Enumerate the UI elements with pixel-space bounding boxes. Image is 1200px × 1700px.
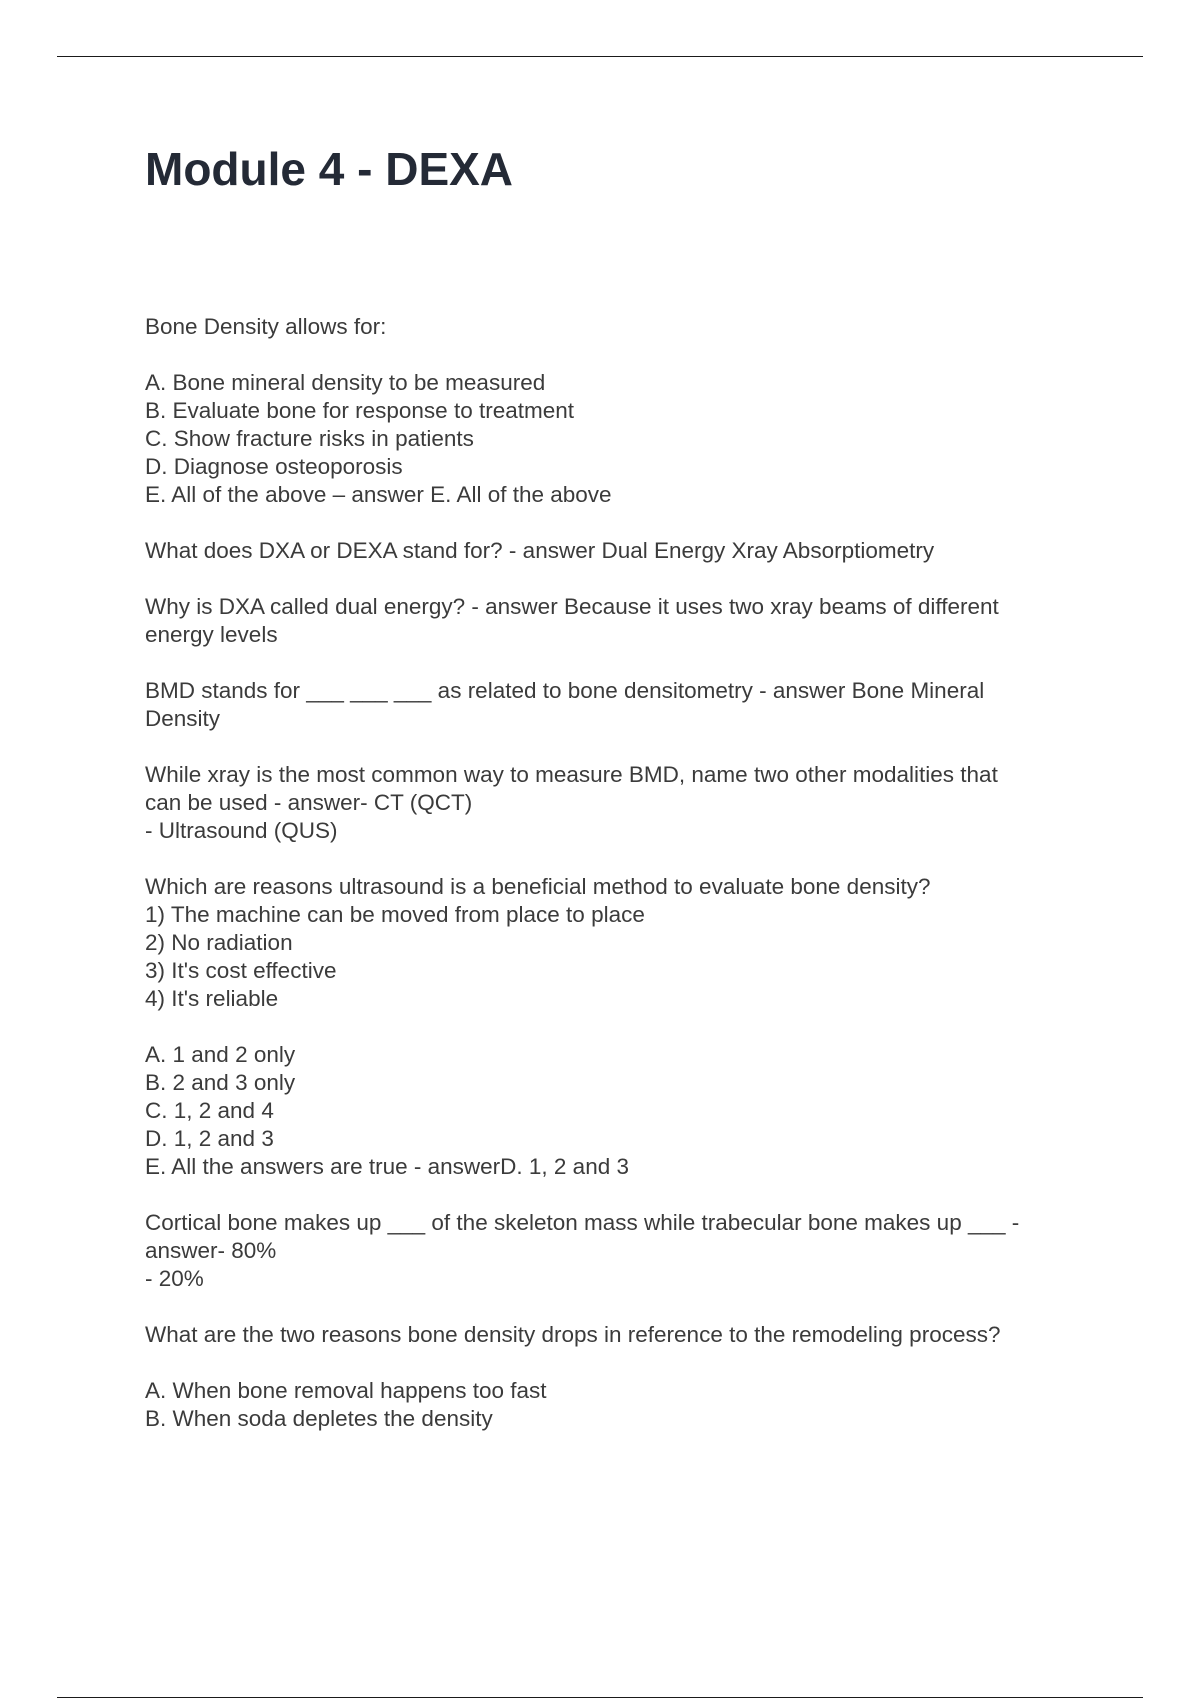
text-line: Bone Density allows for: <box>145 314 387 339</box>
text-line: - 20% <box>145 1266 204 1291</box>
question-block <box>145 1041 1085 1181</box>
text-line: B. When soda depletes the density <box>145 1406 493 1431</box>
text-line: 2) No radiation <box>145 930 293 955</box>
text-line: Density <box>145 706 221 731</box>
text-line: What does DXA or DEXA stand for? - answer Dual Energy Xray Absorptiometry <box>145 538 935 563</box>
text-line: Which are reasons ultrasound is a beneficial method to evaluate bone density? <box>145 874 931 899</box>
document-body <box>145 313 1085 1461</box>
text-line: B. Evaluate bone for response to treatment <box>145 398 575 423</box>
question-block <box>145 1377 1085 1433</box>
text-line: can be used - answer- CT (QCT) <box>145 790 473 815</box>
text-line: D. 1, 2 and 3 <box>145 1126 274 1151</box>
question-block <box>145 761 1085 845</box>
top-divider <box>57 56 1143 57</box>
text-line: A. When bone removal happens too fast <box>145 1378 547 1403</box>
text-line: 3) It's cost effective <box>145 958 337 983</box>
question-block <box>145 369 1085 509</box>
text-line: B. 2 and 3 only <box>145 1070 296 1095</box>
text-line: energy levels <box>145 622 278 647</box>
bottom-divider <box>57 1697 1143 1698</box>
question-block <box>145 1321 1085 1349</box>
question-block <box>145 593 1085 649</box>
text-line: A. 1 and 2 only <box>145 1042 296 1067</box>
text-line: 1) The machine can be moved from place to place <box>145 902 645 927</box>
page-title: Module 4 - DEXA <box>145 143 514 195</box>
question-block <box>145 873 1085 1013</box>
text-line: BMD stands for ___ ___ ___ as related to bone densitometry - answer Bone Mineral <box>145 678 985 703</box>
text-line: Why is DXA called dual energy? - answer Because it uses two xray beams of different <box>145 594 999 619</box>
text-line: While xray is the most common way to measure BMD, name two other modalities that <box>145 762 998 787</box>
text-line: Cortical bone makes up ___ of the skeleton mass while trabecular bone makes up ___ - <box>145 1210 1020 1235</box>
question-block <box>145 1209 1085 1293</box>
text-line: E. All of the above – answer E. All of the above <box>145 482 612 507</box>
text-line: C. Show fracture risks in patients <box>145 426 474 451</box>
text-line: E. All the answers are true - answerD. 1, 2 and 3 <box>145 1154 629 1179</box>
text-line: A. Bone mineral density to be measured <box>145 370 546 395</box>
text-line: What are the two reasons bone density drops in reference to the remodeling process? <box>145 1322 1001 1347</box>
question-block <box>145 313 1085 341</box>
question-block <box>145 677 1085 733</box>
text-line: answer- 80% <box>145 1238 277 1263</box>
question-block <box>145 537 1085 565</box>
text-line: - Ultrasound (QUS) <box>145 818 338 843</box>
text-line: 4) It's reliable <box>145 986 279 1011</box>
text-line: C. 1, 2 and 4 <box>145 1098 274 1123</box>
text-line: D. Diagnose osteoporosis <box>145 454 403 479</box>
